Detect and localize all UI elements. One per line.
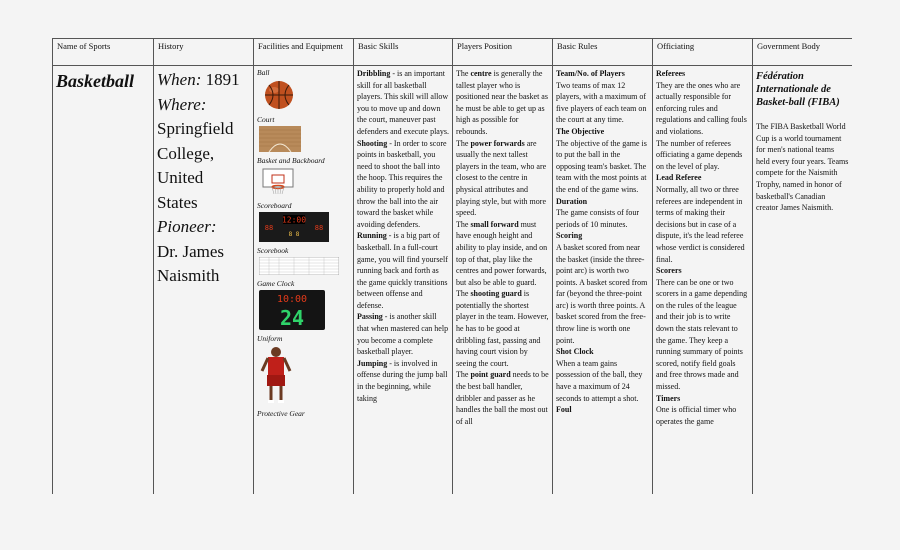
rule-title: Scoring bbox=[556, 231, 583, 241]
official-title: Scorers bbox=[656, 266, 682, 276]
rule-title: The Objective bbox=[556, 126, 605, 136]
basic-rules-cell bbox=[553, 66, 653, 495]
shot-clock-digits: 24 bbox=[279, 306, 305, 330]
position-term: shooting guard bbox=[470, 289, 522, 299]
header-facilities: Facilities and Equipment bbox=[254, 39, 354, 66]
header-history: History bbox=[154, 39, 254, 66]
when-value: 1891 bbox=[205, 70, 240, 89]
position-paragraph: The small forward must have enough height and ability to play inside, and on top of that, play like the centres and power forwards, but also be able to guard. bbox=[456, 219, 548, 287]
facility-label: Game Clock bbox=[257, 279, 295, 288]
facility-label: Uniform bbox=[257, 334, 283, 343]
basketball-ball-icon bbox=[259, 79, 299, 111]
facility-label: Ball bbox=[257, 68, 270, 77]
government-body-cell bbox=[753, 66, 853, 495]
where-line: United bbox=[157, 168, 204, 187]
pioneer-label: Pioneer: bbox=[157, 217, 217, 236]
header-name-of-sports: Name of Sports bbox=[53, 39, 154, 66]
skill-paragraph: Dribbling - is an important skill for all basketball players. This skill will allow you to move up and down the court, maneuver past defenders and execute plays. bbox=[357, 69, 449, 136]
rule-block: Team/No. of Players Two teams of max 12 players, with a maximum of five players of each team on the court at any time. bbox=[556, 69, 647, 125]
players-position-cell bbox=[453, 66, 553, 495]
players-position-content bbox=[456, 68, 549, 494]
position-paragraph: The shooting guard is potentially the shortest player in the team. However, he has to be good at dribbling fast, passing and having court vision by seeing the court. bbox=[456, 289, 549, 368]
svg-text:88: 88 bbox=[314, 224, 324, 232]
rule-title: Duration bbox=[556, 196, 588, 206]
skill-term: Dribbling bbox=[357, 69, 391, 78]
svg-text:88: 88 bbox=[264, 224, 274, 232]
scoreboard-icon bbox=[259, 212, 329, 242]
pioneer-line: Naismith bbox=[157, 266, 220, 285]
scorebook-icon bbox=[259, 257, 339, 275]
where-line: College, bbox=[157, 143, 215, 163]
governing-body-name: Fédération Internationale de Basket-ball (FIBA) bbox=[756, 71, 840, 108]
skill-term: Jumping bbox=[357, 358, 388, 368]
government-content bbox=[756, 68, 849, 494]
header-basic-skills: Basic Skills bbox=[354, 39, 453, 66]
skill-paragraph: Shooting - In order to score points in basketball, you need to shoot the ball into the hoop. This requires the ability to properly hold and throw the ball into the air toward the basket while avoiding defenders. bbox=[357, 138, 447, 229]
basket-backboard-icon bbox=[259, 167, 299, 197]
facilities-cell bbox=[254, 66, 354, 495]
history-content bbox=[157, 68, 250, 494]
rule-block: The Objective The objective of the game is to put the ball in the opposing team's basket. The team with the most points at the end of the game wins. bbox=[556, 126, 647, 194]
facilities-content bbox=[257, 68, 350, 494]
position-term: point guard bbox=[470, 370, 511, 380]
header-players-position: Players Position bbox=[453, 39, 553, 66]
header-government-body: Government Body bbox=[753, 39, 853, 66]
skill-paragraph: Running - is a big part of basketball. In a full-court game, you will find yourself running back and forth as the game quickly transitions between offense and defense. bbox=[357, 231, 448, 310]
rule-block: Shot Clock When a team gains possession of the ball, they have a maximum of 24 seconds to attempt a shot. bbox=[556, 347, 643, 403]
position-paragraph: The centre is generally the tallest player who is positioned near the basket as he must be able to get up as high as possible for rebounds. bbox=[456, 69, 548, 136]
svg-text:12:00: 12:00 bbox=[281, 215, 307, 225]
court-icon bbox=[259, 126, 301, 152]
clock-digits: 10:00 bbox=[276, 294, 308, 305]
basic-skills-cell bbox=[354, 66, 453, 495]
officiating-content bbox=[656, 68, 749, 494]
pioneer-line: Dr. James bbox=[157, 241, 225, 261]
sports-table bbox=[52, 38, 852, 494]
position-paragraph: The power forwards are usually the next tallest players in the team, who are closest to the centre in physical attributes and playing style, but with more speed. bbox=[456, 138, 547, 218]
where-label: Where: bbox=[157, 94, 207, 114]
position-term: power forwards bbox=[470, 138, 525, 148]
rule-block: Scoring A basket scored from near the basket (inside the three-point arc) is worth two points. A basket scored from far (beyond the three-point arc) is worth three points. A basket scored from the free-throw line is worth one point. bbox=[556, 231, 648, 345]
skill-paragraph: Passing - is another skill that when mastered can help you become a complete basketball player. bbox=[357, 312, 449, 357]
game-clock-icon bbox=[259, 290, 325, 330]
skill-paragraph: Jumping - is involved in offense during the jump ball in the beginning, while taking bbox=[357, 358, 448, 403]
facility-label: Court bbox=[257, 115, 275, 124]
sports-table-sheet bbox=[52, 38, 852, 494]
rule-title: Foul bbox=[556, 405, 572, 415]
official-block: Lead Referee Normally, all two or three referees are independent in terms of making their decisions but in case of a dispute, it's the lead referee whose verdict is considered final. bbox=[656, 173, 745, 264]
position-term: small forward bbox=[470, 219, 519, 229]
facility-label: Basket and Backboard bbox=[257, 156, 325, 165]
governing-body-description: The FIBA Basketball World Cup is a world tournament for men's national teams held every four years. Teams compete for the Naismith Trophy, named in honor of basketball's Canadian creator James Naismith. bbox=[756, 122, 849, 213]
official-title: Timers bbox=[656, 393, 681, 403]
official-title: Referees bbox=[656, 69, 686, 78]
basic-skills-content bbox=[357, 68, 449, 494]
facility-label: Scorebook bbox=[257, 246, 289, 255]
where-line: States bbox=[157, 192, 198, 212]
rule-block: Duration The game consists of four periods of 10 minutes. bbox=[556, 196, 640, 229]
uniform-player-icon bbox=[259, 345, 293, 405]
official-block: Timers One is official timer who operates the game bbox=[656, 393, 737, 426]
official-block: The number of referees officiating a game depends on the level of play. bbox=[656, 138, 743, 171]
position-paragraph: The point guard needs to be the best ball handler, dribbler and passer as he handles the ball the most out of all bbox=[456, 370, 549, 426]
officiating-cell bbox=[653, 66, 753, 495]
facility-label: Protective Gear bbox=[257, 409, 305, 418]
skill-term: Running bbox=[357, 231, 387, 241]
official-block: Referees They are the ones who are actually responsible for enforcing rules and regulations and calling fouls and violations. bbox=[656, 69, 747, 136]
basketball-row bbox=[53, 66, 853, 495]
when-label: When: bbox=[157, 70, 202, 89]
basic-rules-content bbox=[556, 68, 649, 494]
svg-text:8 8: 8 8 bbox=[288, 231, 300, 238]
header-row bbox=[53, 39, 853, 66]
sport-cell bbox=[53, 66, 154, 495]
sport-name: Basketball bbox=[56, 71, 135, 91]
rule-block bbox=[556, 404, 649, 416]
header-officiating: Officiating bbox=[653, 39, 753, 66]
official-title: Lead Referee bbox=[656, 173, 702, 183]
header-basic-rules: Basic Rules bbox=[553, 39, 653, 66]
skill-term: Passing bbox=[357, 312, 383, 322]
where-line: Springfield bbox=[157, 119, 234, 138]
skill-term: Shooting bbox=[357, 138, 388, 148]
rule-title: Team/No. of Players bbox=[556, 69, 625, 78]
official-block: Scorers There can be one or two scorers in a game depending on the rules of the league and their job is to write down the stats relevant to the game. They keep a running summary of points scored, notify field goals and free throws made and missed. bbox=[656, 266, 748, 392]
history-cell bbox=[154, 66, 254, 495]
position-term: centre bbox=[470, 69, 492, 78]
rule-title: Shot Clock bbox=[556, 347, 594, 357]
facility-label: Scoreboard bbox=[257, 201, 292, 210]
